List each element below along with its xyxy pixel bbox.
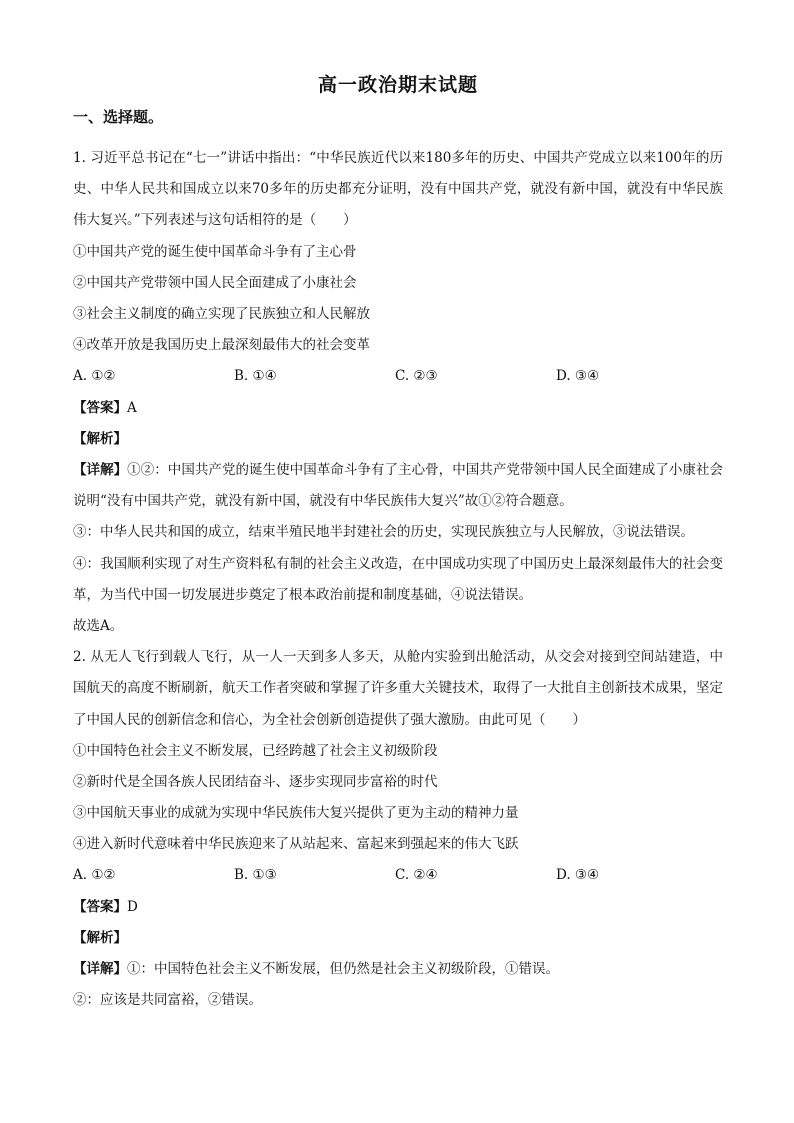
q1-detail-1 [73, 455, 723, 517]
q2-item-3: ③中国航天事业的成就为实现中华民族伟大复兴提供了更为主动的精神力量 [73, 805, 519, 822]
page-title: 高一政治期末试题 [317, 74, 478, 96]
answer-label: 【答案】 [73, 399, 127, 416]
detail-label: 【详解】 [73, 961, 127, 978]
q1-item-2: ②中国共产党带领中国人民全面建成了小康社会 [73, 274, 357, 291]
q1-options [73, 361, 723, 392]
document-body [73, 143, 723, 1016]
q1-stem: 1. 习近平总书记在“七一”讲话中指出：“中华民族近代以来180多年的历史、中国共产党成立以来100年的历史、中华人民共和国成立以来70多年的历史都充分证明，没有中国共产党，就没有新中国，就没有中华民族伟大复兴。”下列表述与这句话相符的是（ ） [73, 150, 723, 229]
q1-analysis-label: 【解析】 [73, 430, 127, 447]
q2-item-2: ②新时代是全国各族人民团结奋斗、逐步实现同步富裕的时代 [73, 773, 438, 790]
q1-option-d: D. ③④ [556, 368, 600, 385]
q2-detail-1 [73, 954, 723, 985]
q2-answer [73, 892, 723, 923]
q2-item-4: ④进入新时代意味着中华民族迎来了从站起来、富起来到强起来的伟大飞跃 [73, 836, 519, 853]
q2-option-d: D. ③④ [556, 867, 600, 884]
q2-analysis-label: 【解析】 [73, 929, 127, 946]
q1-detail-3: ④：我国顺利实现了对生产资料私有制的社会主义改造，在中国成功实现了中国历史上最深刻最伟大的社会变革，为当代中国一切发展进步奠定了根本政治前提和制度基础，④说法错误。 [73, 555, 723, 603]
answer-value: D [127, 898, 138, 915]
q2-item-1: ①中国特色社会主义不断发展，已经跨越了社会主义初级阶段 [73, 742, 438, 759]
q2-options [73, 860, 723, 891]
q2-stem: 2. 从无人飞行到载人飞行，从一人一天到多人多天，从舱内实验到出舱活动，从交会对接到空间站建造，中国航天的高度不断刷新，航天工作者突破和掌握了许多重大关键技术，取得了一大批自主创新技术成果，坚定了中国人民的创新信念和信心，为全社会创新创造提供了强大激励。由此可见（ ） [73, 649, 723, 728]
q1-item-4: ④改革开放是我国历史上最深刻最伟大的社会变革 [73, 337, 370, 354]
q1-answer [73, 393, 723, 424]
q1-detail-2: ③：中华人民共和国的成立，结束半殖民地半封建社会的历史，实现民族独立与人民解放，③说法错误。 [73, 524, 694, 541]
q2-option-b: B. ①③ [234, 867, 277, 884]
detail-text: ①②：中国共产党的诞生使中国革命斗争有了主心骨，中国共产党带领中国人民全面建成了小康社会说明“没有中国共产党，就没有新中国，就没有中华民族伟大复兴”故①②符合题意。 [73, 461, 724, 510]
answer-value: A [127, 399, 137, 416]
q2-option-c: C. ②④ [395, 867, 438, 884]
detail-label: 【详解】 [73, 461, 128, 478]
q1-conclusion: 故选A。 [73, 617, 124, 634]
detail-text: ①：中国特色社会主义不断发展，但仍然是社会主义初级阶段，①错误。 [127, 961, 559, 978]
section-heading: 一、选择题。 [73, 108, 164, 126]
q2-detail-2: ②：应该是共同富裕，②错误。 [73, 992, 262, 1009]
q2-option-a: A. ①② [73, 867, 116, 884]
q1-option-b: B. ①④ [234, 368, 277, 385]
answer-label: 【答案】 [73, 898, 127, 915]
q1-option-c: C. ②③ [395, 368, 438, 385]
q1-item-1: ①中国共产党的诞生使中国革命斗争有了主心骨 [73, 243, 357, 260]
q1-option-a: A. ①② [73, 368, 116, 385]
q1-item-3: ③社会主义制度的确立实现了民族独立和人民解放 [73, 305, 370, 322]
